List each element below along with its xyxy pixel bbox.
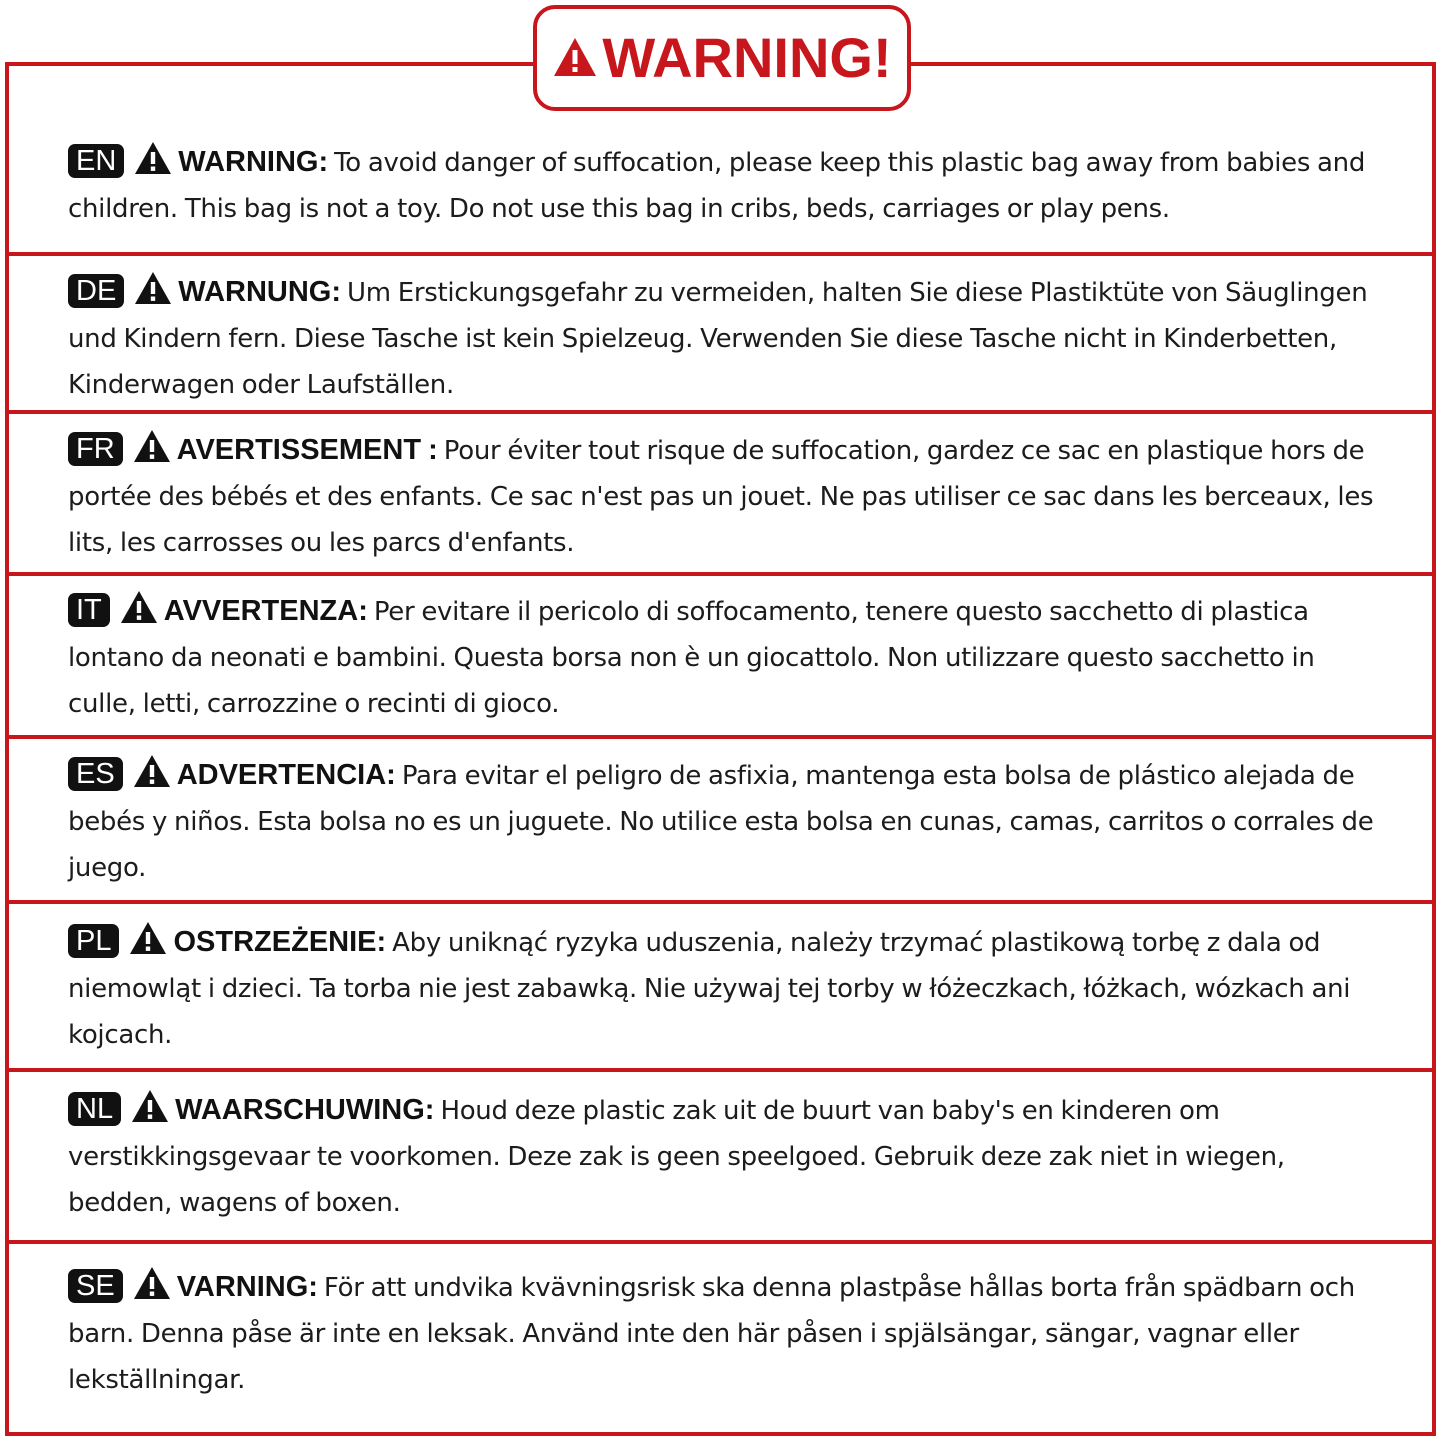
warning-keyword: WARNUNG: <box>178 276 341 308</box>
warning-keyword: WARNING: <box>178 146 329 178</box>
warning-keyword: VARNING: <box>176 1271 318 1303</box>
warning-triangle-icon <box>133 754 171 788</box>
language-badge: FR <box>68 432 123 466</box>
warning-section-en <box>68 139 1388 232</box>
warning-triangle-icon <box>134 271 172 305</box>
language-badge: IT <box>68 593 110 627</box>
warning-text: Per evitare il pericolo di soffocamento, tenere questo sacchetto di plastica lontano da neonati e bambini. Questa borsa non è un giocattolo. Non utilizzare questo sacchetto in culle, letti, carrozzine o recinti di gioco. <box>68 597 1315 719</box>
language-badge: EN <box>68 144 124 178</box>
warning-triangle-icon <box>129 921 167 955</box>
warning-text: Para evitar el peligro de asfixia, mantenga esta bolsa de plástico alejada de bebés y niños. Esta bolsa no es un juguete. No utilice esta bolsa en cunas, camas, carritos o corrales de juego. <box>68 761 1374 883</box>
section-divider <box>5 252 1436 256</box>
language-badge: NL <box>68 1092 121 1126</box>
warning-triangle-icon <box>133 429 171 463</box>
section-divider <box>5 900 1436 904</box>
warning-section-se <box>68 1264 1388 1403</box>
warning-keyword: ADVERTENCIA: <box>176 759 396 791</box>
page-title: WARNING! <box>602 26 892 89</box>
warning-text: Aby uniknąć ryzyka uduszenia, należy trzymać plastikową torbę z dala od niemowląt i dzieci. Ta torba nie jest zabawką. Nie używaj tej torby w łóżeczkach, łóżkach, wózkach ani kojcach. <box>68 928 1351 1050</box>
section-divider <box>5 735 1436 739</box>
warning-keyword: AVERTISSEMENT : <box>176 434 438 466</box>
warning-section-fr <box>68 427 1388 566</box>
warning-section-de <box>68 269 1388 408</box>
warning-section-pl <box>68 919 1388 1058</box>
warning-triangle-icon <box>133 1266 171 1300</box>
section-divider <box>5 572 1436 576</box>
warning-text: För att undvika kvävningsrisk ska denna plastpåse hållas borta från spädbarn och barn. Denna påse är inte en leksak. Använd inte den här påsen i spjälsängar, sängar, vagnar eller lekställningar. <box>68 1273 1355 1395</box>
language-badge: SE <box>68 1269 123 1303</box>
warning-triangle-icon <box>552 36 598 78</box>
section-divider <box>5 1068 1436 1072</box>
warning-text: To avoid danger of suffocation, please keep this plastic bag away from babies and children. This bag is not a toy. Do not use this bag in cribs, beds, carriages or play pens. <box>68 148 1366 224</box>
warning-keyword: WAARSCHUWING: <box>175 1094 435 1126</box>
warning-text: Um Erstickungsgefahr zu vermeiden, halten Sie diese Plastiktüte von Säuglingen und Kindern fern. Diese Tasche ist kein Spielzeug. Verwenden Sie diese Tasche nicht in Kinderbetten, Kinderwagen oder Laufställen. <box>68 278 1368 400</box>
section-divider <box>5 410 1436 414</box>
warning-section-it <box>68 588 1388 727</box>
language-badge: DE <box>68 274 124 308</box>
language-badge: ES <box>68 757 123 791</box>
warning-title-box <box>533 5 911 111</box>
warning-section-nl <box>68 1087 1388 1226</box>
section-divider <box>5 1240 1436 1244</box>
warning-section-es <box>68 752 1388 891</box>
warning-triangle-icon <box>120 590 158 624</box>
warning-triangle-icon <box>134 141 172 175</box>
warning-text: Houd deze plastic zak uit de buurt van baby's en kinderen om verstikkingsgevaar te voorkomen. Deze zak is geen speelgoed. Gebruik deze zak niet in wiegen, bedden, wagens of boxen. <box>68 1096 1285 1218</box>
warning-triangle-icon <box>131 1089 169 1123</box>
warning-text: Pour éviter tout risque de suffocation, gardez ce sac en plastique hors de portée des bébés et des enfants. Ce sac n'est pas un jouet. Ne pas utiliser ce sac dans les berceaux, les lits, les carrosses ou les parcs d'enfants. <box>68 436 1374 558</box>
warning-keyword: OSTRZEŻENIE: <box>173 926 387 958</box>
language-badge: PL <box>68 924 119 958</box>
warning-keyword: AVVERTENZA: <box>163 595 368 627</box>
